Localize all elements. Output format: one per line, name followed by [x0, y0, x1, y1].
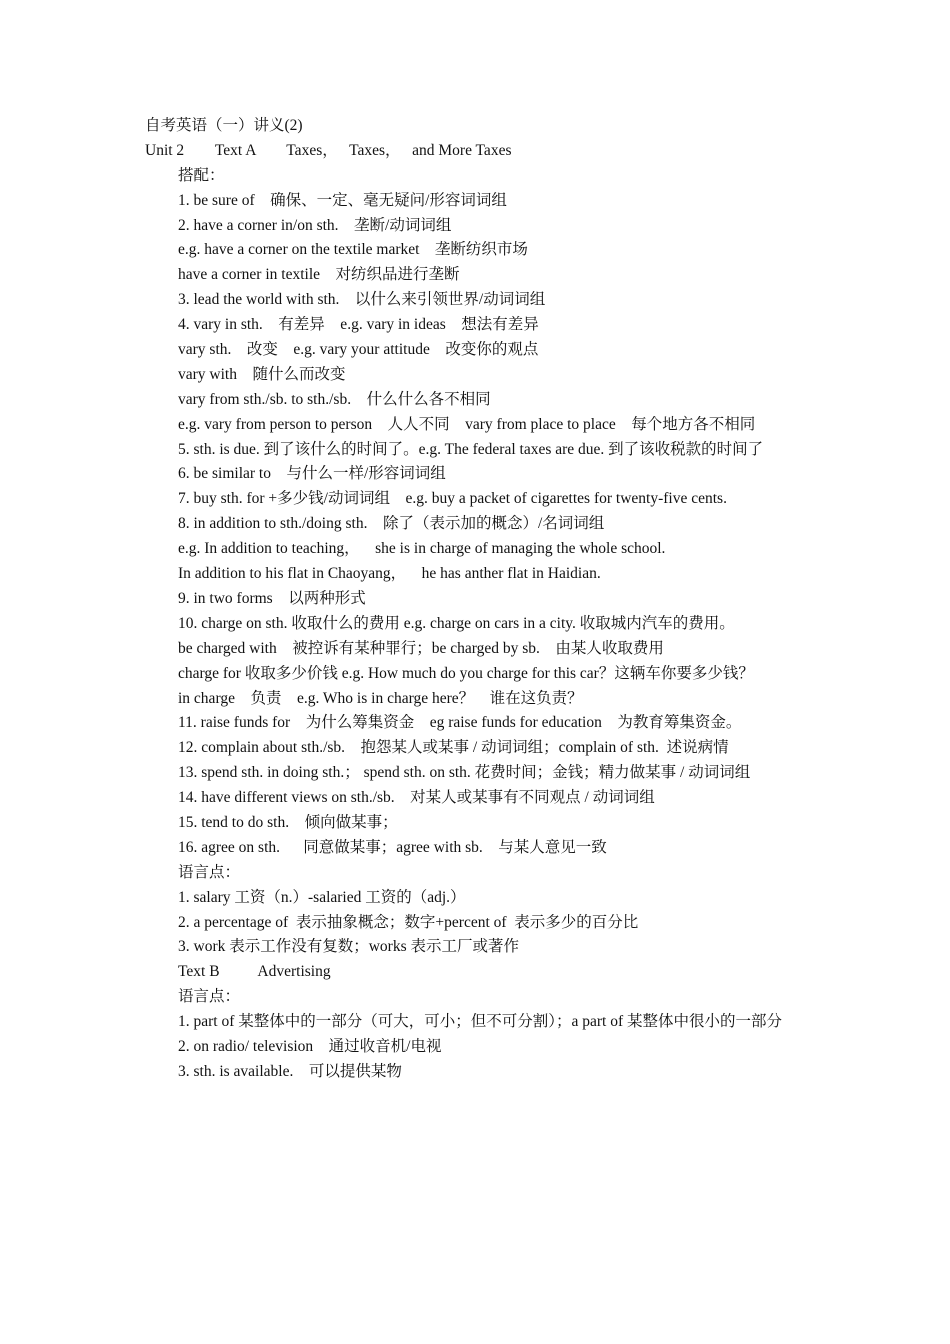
text-line: vary with 随什么而改变	[178, 365, 346, 383]
text-line: 13. spend sth. in doing sth.； spend sth. on sth. 花费时间；金钱；精力做某事 / 动词词组	[178, 764, 751, 782]
text-line: charge for 收取多少价钱 e.g. How much do you charge for this car？这辆车你要多少钱？	[178, 664, 754, 682]
text-line: 搭配：	[178, 166, 225, 184]
text-line: Unit 2 Text A Taxes， Taxes， and More Taxes	[145, 141, 512, 159]
text-line: In addition to his flat in Chaoyang， he has anther flat in Haidian.	[178, 565, 601, 583]
text-line: 11. raise funds for 为什么筹集资金 eg raise funds for education 为教育筹集资金。	[178, 714, 742, 732]
text-line: 10. charge on sth. 收取什么的费用 e.g. charge on cars in a city. 收取城内汽车的费用。	[178, 614, 735, 632]
text-line: 15. tend to do sth. 倾向做某事；	[178, 814, 398, 831]
text-line: Text B Advertising	[178, 963, 331, 981]
text-line: 语言点：	[178, 988, 241, 1006]
text-line: 5. sth. is due. 到了该什么的时间了。e.g. The federal taxes are due. 到了该收税款的时间了	[178, 440, 764, 458]
text-line: 7. buy sth. for +多少钱/动词词组 e.g. buy a packet of cigarettes for twenty-five cents.	[178, 490, 727, 508]
text-line: e.g. vary from person to person 人人不同 vary from place to place 每个地方各不相同	[178, 415, 756, 433]
text-line: 语言点：	[178, 863, 241, 881]
text-line: 12. complain about sth./sb. 抱怨某人或某事 / 动词词组；complain of sth. 述说病情	[178, 739, 729, 757]
text-line: be charged with 被控诉有某种罪行；be charged by sb. 由某人收取费用	[178, 639, 664, 657]
text-line: in charge 负责 e.g. Who is in charge here？ 谁在这负责？	[178, 689, 583, 707]
text-line: 4. vary in sth. 有差异 e.g. vary in ideas 想法有差异	[178, 316, 539, 334]
text-line: 1. part of 某整体中的一部分（可大，可小；但不可分割）；a part of 某整体中很小的一部分	[178, 1013, 783, 1031]
text-line: 2. a percentage of 表示抽象概念；数字+percent of 表示多少的百分比	[178, 913, 639, 931]
text-line: 自考英语（一）讲义(2)	[145, 117, 303, 134]
text-line: 1. be sure of 确保、一定、毫无疑问/形容词词组	[178, 191, 507, 209]
text-line: have a corner in textile 对纺织品进行垄断	[178, 266, 460, 284]
text-line: 14. have different views on sth./sb. 对某人或某事有不同观点 / 动词词组	[178, 789, 655, 807]
text-line: 2. have a corner in/on sth. 垄断/动词词组	[178, 216, 452, 234]
document-body	[145, 114, 810, 1085]
text-line: vary from sth./sb. to sth./sb. 什么什么各不相同	[178, 390, 491, 408]
text-line: 16. agree on sth. 同意做某事；agree with sb. 与某人意见一致	[178, 838, 607, 856]
text-line: 9. in two forms 以两种形式	[178, 589, 366, 607]
text-line: 2. on radio/ television 通过收音机/电视	[178, 1038, 442, 1056]
text-line: 6. be similar to 与什么一样/形容词词组	[178, 465, 446, 483]
text-line: e.g. have a corner on the textile market 垄断纺织市场	[178, 241, 528, 259]
text-line: 3. sth. is available. 可以提供某物	[178, 1062, 402, 1080]
text-line: 3. work 表示工作没有复数；works 表示工厂或著作	[178, 938, 519, 956]
text-line: vary sth. 改变 e.g. vary your attitude 改变你的观点	[178, 341, 539, 359]
text-line: 8. in addition to sth./doing sth. 除了（表示加的概念）/名词词组	[178, 515, 605, 533]
text-line: e.g. In addition to teaching， she is in charge of managing the whole school.	[178, 540, 666, 558]
text-line: 3. lead the world with sth. 以什么来引领世界/动词词组	[178, 291, 546, 309]
text-line: 1. salary 工资（n.）-salaried 工资的（adj.）	[178, 888, 466, 906]
